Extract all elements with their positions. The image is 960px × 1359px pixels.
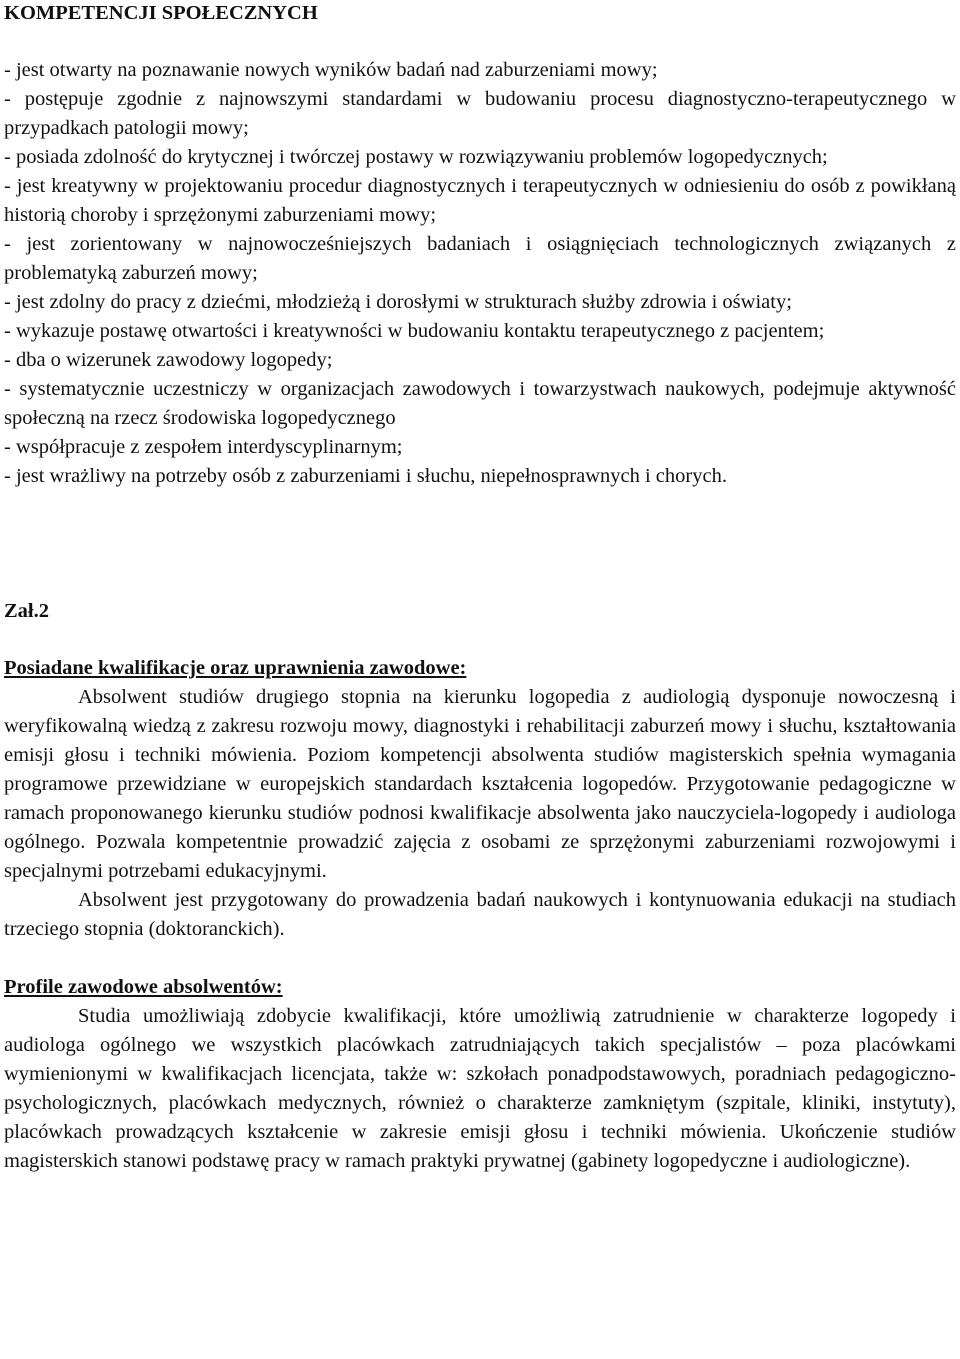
vertical-spacer <box>4 491 956 597</box>
list-item: - jest kreatywny w projektowaniu procedur diagnostycznych i terapeutycznych w odniesieniu do osób z powikłaną historią choroby i sprzężonymi zaburzeniami mowy; <box>4 175 956 226</box>
list-item: - współpracuje z zespołem interdyscyplinarnym; <box>4 436 403 458</box>
list-item: - jest zorientowany w najnowocześniejszych badaniach i osiągnięciach technologicznych związanych z problematyką zaburzeń mowy; <box>4 233 956 284</box>
list-item: - jest wrażliwy na potrzeby osób z zaburzeniami i słuchu, niepełnosprawnych i chorych. <box>4 465 727 487</box>
list-item: - dba o wizerunek zawodowy logopedy; <box>4 349 333 371</box>
document-page <box>4 0 956 1176</box>
section-heading-social-competences: KOMPETENCJI SPOŁECZNYCH <box>4 2 318 24</box>
list-item: - postępuje zgodnie z najnowszymi standardami w budowaniu procesu diagnostyczno-terapeutycznego w przypadkach patologii mowy; <box>4 88 956 139</box>
list-item: - jest zdolny do pracy z dziećmi, młodzieżą i dorosłymi w strukturach służby zdrowia i oświaty; <box>4 291 792 313</box>
profiles-heading: Profile zawodowe absolwentów: <box>4 976 283 998</box>
qualifications-paragraph: Absolwent studiów drugiego stopnia na kierunku logopedia z audiologią dysponuje nowoczesną i weryfikowalną wiedzą z zakresu rozwoju mowy, diagnostyki i rehabilitacji zaburzeń mowy i słuchu, kształtowania emisji głosu i techniki mówienia. Poziom kompetencji absolwenta studiów magisterskich spełnia wymagania programowe przewidziane w europejskich standardach kształcenia logopedów. Przygotowanie pedagogiczne w ramach proponowanego kierunku studiów podnosi kwalifikacje absolwenta jako nauczyciela-logopedy i audiologa ogólnego. Pozwala kompetentnie prowadzić zajęcia z osobami ze sprzężonymi zaburzeniami rozwojowymi i specjalnymi potrzebami edukacyjnymi. <box>4 686 956 882</box>
qualifications-paragraph: Absolwent jest przygotowany do prowadzenia badań naukowych i kontynuowania edukacji na studiach trzeciego stopnia (doktoranckich). <box>4 889 956 940</box>
list-item: - systematycznie uczestniczy w organizacjach zawodowych i towarzystwach naukowych, podejmuje aktywność społeczną na rzecz środowiska logopedycznego <box>4 378 956 429</box>
attachment-label: Zał.2 <box>4 600 49 622</box>
competences-list <box>4 56 956 491</box>
list-item: - jest otwarty na poznawanie nowych wyników badań nad zaburzeniami mowy; <box>4 59 658 81</box>
qualifications-heading: Posiadane kwalifikacje oraz uprawnienia zawodowe: <box>4 657 467 679</box>
list-item: - posiada zdolność do krytycznej i twórczej postawy w rozwiązywaniu problemów logopedycznych; <box>4 146 828 168</box>
profiles-paragraph: Studia umożliwiają zdobycie kwalifikacji, które umożliwią zatrudnienie w charakterze logopedy i audiologa ogólnego we wszystkich placówkach zatrudniających takich specjalistów – poza placówkami wymienionymi w kwalifikacjach licencjata, także w: szkołach ponadpodstawowych, poradniach pedagogiczno-psychologicznych, placówkach medycznych, również o charakterze zamkniętym (szpitale, kliniki, instytuty), placówkach prowadzących kształcenie w zakresie emisji głosu i techniki mówienia. Ukończenie studiów magisterskich stanowi podstawę pracy w ramach praktyki prywatnej (gabinety logopedyczne i audiologiczne). <box>4 1005 956 1172</box>
list-item: - wykazuje postawę otwartości i kreatywności w budowaniu kontaktu terapeutycznego z pacjentem; <box>4 320 825 342</box>
